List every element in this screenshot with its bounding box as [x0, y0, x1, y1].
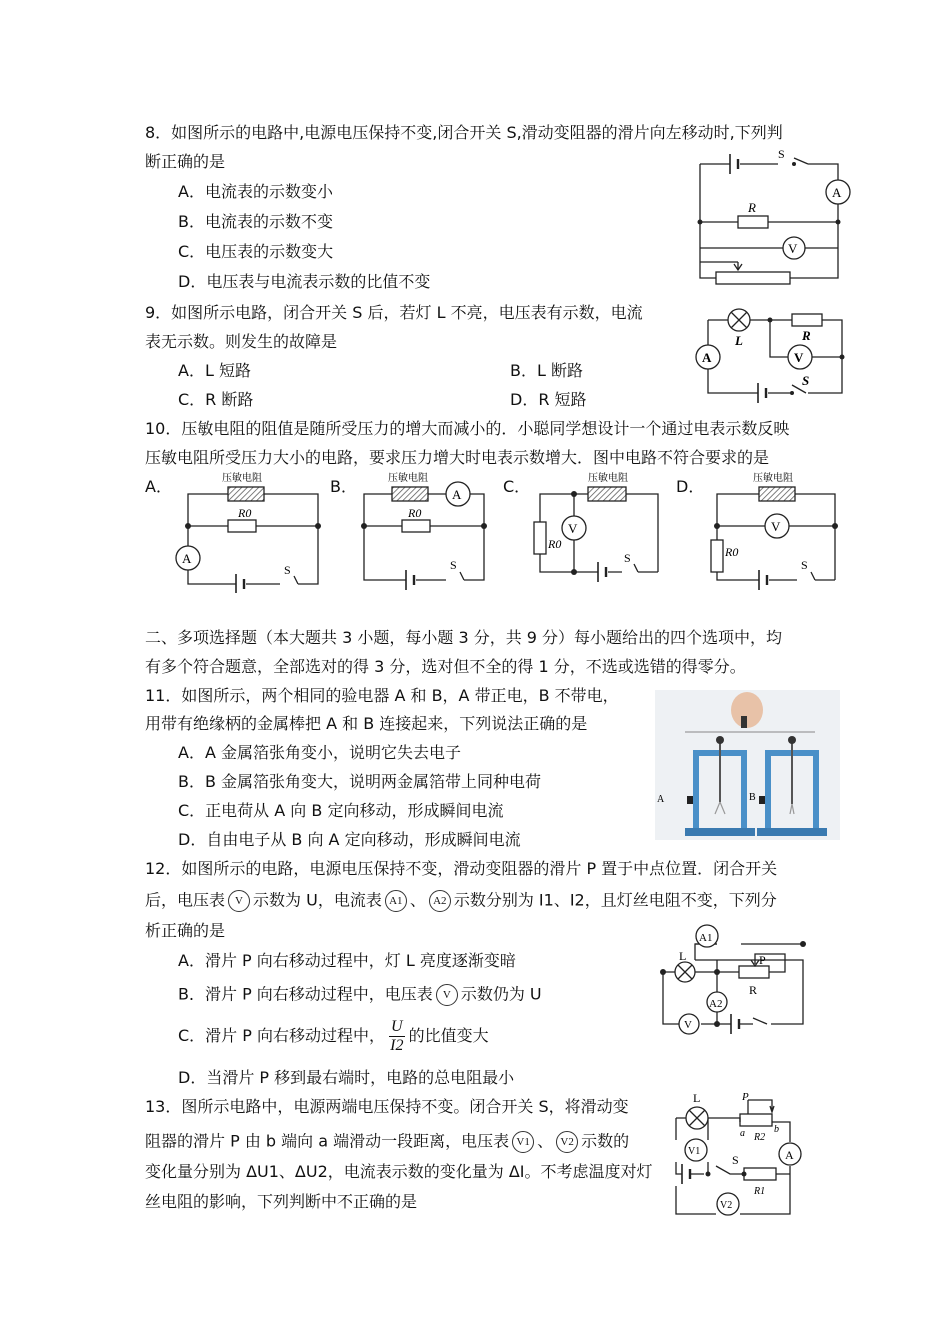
q13-fig-r2-label: R2: [754, 1132, 766, 1143]
q11-stem-line1: 11．如图所示，两个相同的验电器 A 和 B，A 带正电，B 不带电，: [145, 686, 619, 705]
q9-switch-label: S: [802, 373, 810, 388]
section2-heading-line1: 二、多项选择题（本大题共 3 小题，每小题 3 分，共 9 分）每小题给出的四个选项中，均: [145, 628, 783, 647]
q10-circuit-c: [528, 468, 668, 588]
q12-fig-lamp-label: L: [679, 949, 687, 963]
q13-fig-b-label: b: [774, 1124, 779, 1135]
q10a-switch-label: S: [284, 563, 291, 577]
q10-stem-line1: 10．压敏电阻的阻值是随所受压力的增大而减小的．小聪同学想设计一个通过电表示数反映: [145, 419, 790, 438]
q11-option-b: B．B 金属箔张角变大，说明两金属箔带上同种电荷: [178, 772, 542, 791]
q12-stem-line2: [145, 890, 777, 912]
q10c-voltmeter-label: V: [568, 521, 578, 536]
q12-option-c: [178, 1013, 489, 1059]
q8-resistor-label: R: [748, 200, 756, 215]
q11-photo-label-a: A: [657, 794, 665, 805]
q10d-voltmeter-label: V: [771, 519, 781, 534]
q13-stem-line4: 丝电阻的影响，下列判断中不正确的是: [145, 1192, 418, 1211]
q12-fig-v-label: V: [684, 1019, 692, 1031]
q12-fig-a2-label: A2: [709, 998, 723, 1010]
q10-choice-c-label: C．: [503, 477, 531, 496]
q12-fig-p-label: P: [759, 953, 766, 967]
q9-voltmeter-label: V: [794, 350, 804, 365]
q11-option-c: C．正电荷从 A 向 B 定向移动，形成瞬间电流: [178, 801, 504, 820]
q13-stem-line1: 13．图所示电路中，电源两端电压保持不变。闭合开关 S，将滑动变: [145, 1097, 629, 1116]
q9-option-b: B．L 断路: [510, 361, 583, 380]
q8-voltmeter-label: V: [788, 241, 798, 256]
q12-option-b-part-a: B．滑片 P 向右移动过程中，电压表: [178, 984, 433, 1004]
q10a-sensor-label: 压敏电阻: [222, 473, 262, 484]
q10-circuit-d: [703, 468, 853, 593]
q12-inline-ammeter1-icon: A1: [385, 890, 407, 912]
q13-fig-switch-label: S: [732, 1153, 739, 1167]
q10-stem-line2: 压敏电阻所受压力大小的电路，要求压力增大时电表示数增大．图中电路不符合要求的是: [145, 448, 770, 467]
q13-fig-r1-label: R1: [754, 1186, 766, 1197]
q10b-sensor-label: 压敏电阻: [388, 473, 428, 484]
q8-option-a: A．电流表的示数变小: [178, 182, 333, 201]
q11-electroscope-photo: [655, 690, 840, 840]
q13-fig-lamp-label: L: [693, 1091, 701, 1105]
q13-stem-line2-part-b: 、: [537, 1131, 554, 1151]
q10-choice-b-label: B．: [330, 477, 357, 496]
q10b-switch-label: S: [450, 558, 457, 572]
q11-stem-line2: 用带有绝缘柄的金属棒把 A 和 B 连接起来，下列说法正确的是: [145, 714, 588, 733]
q9-option-a: A．L 短路: [178, 361, 251, 380]
q8-stem-line2: 断正确的是: [145, 152, 226, 171]
q8-switch-label: S: [778, 148, 785, 161]
q12-option-a: A．滑片 P 向右移动过程中，灯 L 亮度逐渐变暗: [178, 951, 516, 970]
q10d-switch-label: S: [801, 558, 808, 572]
q13-fig-v2-label: V2: [720, 1200, 733, 1211]
q12-option-c-part-b: 的比值变大: [408, 1026, 489, 1045]
q13-stem-line2-part-c: 示数的: [581, 1131, 630, 1151]
q8-ammeter-label: A: [832, 185, 842, 200]
q9-stem-line1: 9．如图所示电路，闭合开关 S 后，若灯 L 不亮，电压表有示数，电流: [145, 303, 643, 322]
q8-circuit-diagram: [690, 148, 860, 286]
q13-inline-voltmeter2-icon: V2: [556, 1131, 578, 1153]
q12-fraction-numerator: U: [391, 1018, 403, 1035]
q9-resistor-label: R: [802, 328, 811, 343]
q11-option-a: A．A 金属箔张角变小，说明它失去电子: [178, 743, 461, 762]
q12-stem-line2-part-b: 示数为 U，电流表: [253, 890, 382, 910]
q8-option-b: B．电流表的示数不变: [178, 212, 333, 231]
q10b-ammeter-label: A: [452, 487, 462, 502]
q12-option-b-voltmeter-icon: V: [436, 984, 458, 1006]
q12-inline-voltmeter-icon: V: [228, 890, 250, 912]
q12-stem-line2-part-a: 后，电压表: [145, 890, 226, 910]
q12-option-b: [178, 984, 542, 1006]
q10c-switch-label: S: [624, 551, 631, 565]
q9-lamp-label: L: [735, 333, 743, 348]
q12-stem-line1: 12．如图所示的电路，电源电压保持不变，滑动变阻器的滑片 P 置于中点位置．闭合开关: [145, 859, 778, 878]
q10-circuit-a: [170, 468, 330, 593]
q9-option-c: C．R 断路: [178, 390, 254, 409]
q12-circuit-diagram: [655, 924, 815, 1036]
q10-circuit-b: [350, 468, 500, 593]
q9-circuit-diagram: [690, 305, 855, 403]
q12-option-c-part-a: C．滑片 P 向右移动过程中，: [178, 1026, 385, 1045]
section2-heading-line2: 有多个符合题意，全部选对的得 3 分，选对但不全的得 1 分，不选或选错的得零分。: [145, 657, 746, 676]
q10b-r0-label: R0: [408, 506, 422, 520]
q10a-ammeter-label: A: [182, 551, 192, 566]
q12-fig-a1-label: A1: [699, 932, 713, 944]
q12-stem-line2-part-d: 示数分别为 I1、I2，且灯丝电阻不变，下列分: [453, 890, 777, 910]
q8-stem-line1: 8．如图所示的电路中,电源电压保持不变,闭合开关 S,滑动变阻器的滑片向左移动时,下列判: [145, 123, 783, 142]
q9-stem-line2: 表无示数。则发生的故障是: [145, 332, 338, 351]
q8-option-d: D．电压表与电流表示数的比值不变: [178, 272, 431, 291]
q10c-sensor-label: 压敏电阻: [588, 473, 628, 484]
q13-fig-v1-label: V1: [688, 1146, 701, 1157]
q12-fig-r-label: R: [749, 983, 758, 997]
q10-choice-d-label: D．: [676, 477, 705, 496]
q12-fraction-denominator: I2: [390, 1037, 404, 1054]
q10a-r0-label: R0: [238, 506, 252, 520]
q10d-r0-label: R0: [725, 545, 739, 559]
q13-fig-ammeter-label: A: [785, 1148, 794, 1162]
q9-option-d: D．R 短路: [510, 390, 587, 409]
q13-stem-line2: [145, 1131, 629, 1153]
q12-stem-line3: 析正确的是: [145, 921, 226, 940]
q11-option-d: D．自由电子从 B 向 A 定向移动，形成瞬间电流: [178, 830, 521, 849]
q13-fig-p-label: P: [742, 1091, 749, 1103]
q13-fig-a-label: a: [740, 1128, 745, 1139]
q10-choice-a-label: A．: [145, 477, 172, 496]
q12-option-b-part-b: 示数仍为 U: [460, 984, 542, 1004]
q13-circuit-diagram: [660, 1088, 810, 1218]
q10d-sensor-label: 压敏电阻: [753, 473, 793, 484]
q12-option-c-fraction: [389, 1018, 405, 1055]
q10c-r0-label: R0: [548, 537, 562, 551]
q12-stem-line2-part-c: 、: [409, 890, 426, 910]
q11-photo-label-b: B: [749, 792, 756, 803]
q13-inline-voltmeter1-icon: V1: [512, 1131, 534, 1153]
q8-option-c: C．电压表的示数变大: [178, 242, 334, 261]
q12-inline-ammeter2-icon: A2: [429, 890, 451, 912]
q9-ammeter-label: A: [702, 350, 712, 365]
q13-stem-line3: 变化量分别为 ΔU1、ΔU2，电流表示数的变化量为 ΔI。不考虑温度对灯: [145, 1162, 653, 1181]
q13-stem-line2-part-a: 阻器的滑片 P 由 b 端向 a 端滑动一段距离，电压表: [145, 1131, 510, 1151]
q12-option-d: D．当滑片 P 移到最右端时，电路的总电阻最小: [178, 1068, 515, 1087]
